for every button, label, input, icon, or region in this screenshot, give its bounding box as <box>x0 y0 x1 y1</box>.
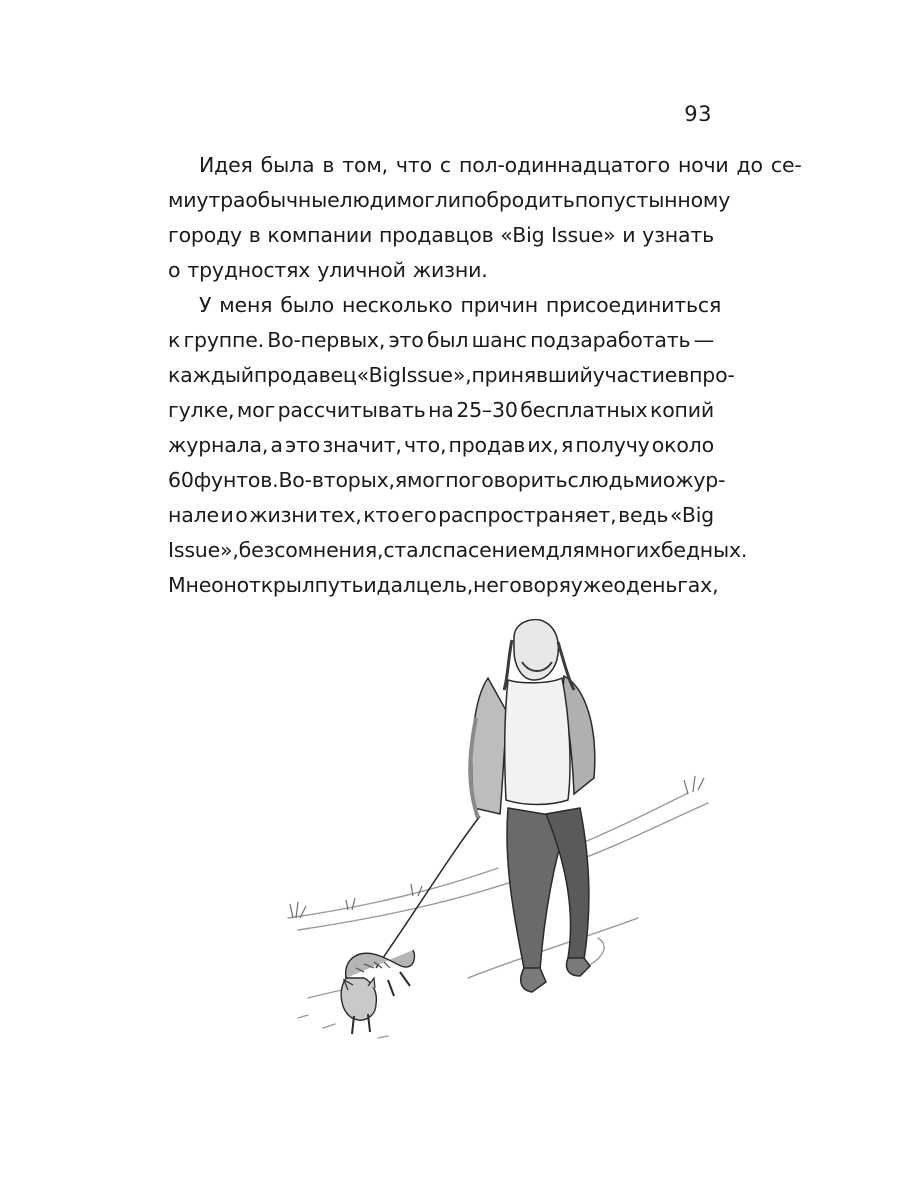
word: мог <box>236 398 276 422</box>
text-line <box>168 533 748 568</box>
word: и <box>220 503 234 527</box>
word: открыл <box>236 573 315 597</box>
word: городу <box>168 223 242 247</box>
word: был <box>426 328 469 352</box>
word: о <box>168 258 181 282</box>
word: гулке, <box>168 398 235 422</box>
word: без <box>238 538 275 562</box>
word: деньгах, <box>625 573 719 597</box>
word: У <box>199 293 212 317</box>
word: жизни <box>249 503 318 527</box>
text-line <box>168 323 714 358</box>
word: путь <box>314 573 364 597</box>
word: до <box>736 153 763 177</box>
word: «Big <box>356 363 401 387</box>
word: подзаработать <box>530 328 691 352</box>
word: многих <box>584 538 661 562</box>
body-text <box>168 148 802 603</box>
word: говоря <box>498 573 571 597</box>
text-line <box>168 393 714 428</box>
word: с <box>567 468 579 492</box>
word: спасением <box>431 538 546 562</box>
word: Идея <box>199 153 253 177</box>
word: бесплатных <box>520 398 648 422</box>
text-line <box>168 463 726 498</box>
word: он <box>211 573 237 597</box>
word: нале <box>168 503 219 527</box>
word: Issue» <box>551 223 616 247</box>
word: ночи <box>677 153 729 177</box>
word: я <box>560 433 574 457</box>
word: се- <box>770 153 802 177</box>
word: Issue», <box>168 538 239 562</box>
word: копий <box>650 398 714 422</box>
word: пустынному <box>600 188 731 212</box>
text-line <box>168 568 719 603</box>
text-line <box>168 253 714 288</box>
word: уличной <box>317 258 406 282</box>
word: на <box>428 398 454 422</box>
word: меня <box>219 293 273 317</box>
word: мог <box>407 468 446 492</box>
word: было <box>280 293 334 317</box>
word: я <box>394 468 407 492</box>
text-line <box>168 498 714 533</box>
word: кто <box>363 503 400 527</box>
word: узнать <box>642 223 714 247</box>
word: а <box>270 433 283 457</box>
word: о <box>613 573 626 597</box>
word: в <box>677 363 690 387</box>
man-icon <box>470 620 595 992</box>
word: в <box>248 223 261 247</box>
cat-icon <box>341 950 414 1034</box>
word: для <box>545 538 585 562</box>
word: причин <box>460 293 538 317</box>
word: Мне <box>168 573 212 597</box>
word: сомнения, <box>274 538 384 562</box>
word: участие <box>592 363 678 387</box>
word: дал <box>376 573 416 597</box>
word: жур- <box>675 468 726 492</box>
word: каждый <box>168 363 254 387</box>
word: о <box>662 468 676 492</box>
text-line <box>168 288 722 323</box>
text-line <box>168 358 735 393</box>
word: уже <box>570 573 614 597</box>
page-number: 93 <box>684 102 712 126</box>
word: тех, <box>319 503 362 527</box>
word: могли <box>396 188 461 212</box>
word: жизни. <box>412 258 488 282</box>
word: и <box>363 573 377 597</box>
word: с <box>439 153 451 177</box>
word: продавец <box>253 363 357 387</box>
word: утра <box>196 188 246 212</box>
text-line <box>168 218 714 253</box>
word: это <box>388 328 424 352</box>
man-walking-cat-illustration <box>268 618 738 1058</box>
word: бедных. <box>660 538 748 562</box>
word: обычные <box>245 188 340 212</box>
word: «Big <box>500 223 545 247</box>
word: шанс <box>471 328 527 352</box>
word: и <box>622 223 636 247</box>
word: около <box>651 433 714 457</box>
word: что, <box>403 433 447 457</box>
word: получу <box>575 433 650 457</box>
word: продав <box>448 433 526 457</box>
word: фунтов. <box>193 468 279 492</box>
word: цель, <box>415 573 474 597</box>
word: трудностях <box>187 258 311 282</box>
word: — <box>693 328 714 352</box>
word: по <box>574 188 601 212</box>
word: поговорить <box>445 468 568 492</box>
word: продавцов <box>378 223 494 247</box>
word: Во-вторых, <box>278 468 395 492</box>
word: несколько <box>342 293 453 317</box>
word: принявший <box>471 363 593 387</box>
word: журнала, <box>168 433 269 457</box>
word: была <box>260 153 315 177</box>
word: «Big <box>669 503 714 527</box>
word: про- <box>689 363 735 387</box>
word: значит, <box>322 433 402 457</box>
word: пол-одиннадцатого <box>459 153 670 177</box>
word: 25–30 <box>456 398 518 422</box>
word: Во-первых, <box>267 328 386 352</box>
word: распространяет, <box>438 503 617 527</box>
text-line <box>168 148 802 183</box>
word: компании <box>267 223 373 247</box>
word: побродить <box>460 188 575 212</box>
word: 60 <box>168 468 194 492</box>
word: стал <box>383 538 432 562</box>
text-line <box>168 428 714 463</box>
word: в <box>322 153 335 177</box>
text-line <box>168 183 731 218</box>
word: том, <box>342 153 388 177</box>
word: ми <box>168 188 197 212</box>
word: группе. <box>183 328 264 352</box>
word: ведь <box>618 503 669 527</box>
word: о <box>235 503 248 527</box>
word: рассчитывать <box>277 398 426 422</box>
word: что <box>395 153 432 177</box>
word: присоединиться <box>545 293 722 317</box>
word: люди <box>339 188 397 212</box>
word: людьми <box>578 468 663 492</box>
leash-icon <box>376 816 480 968</box>
word: его <box>401 503 437 527</box>
word: к <box>168 328 181 352</box>
word: не <box>473 573 499 597</box>
word: их, <box>527 433 559 457</box>
word: Issue», <box>400 363 472 387</box>
word: это <box>285 433 321 457</box>
